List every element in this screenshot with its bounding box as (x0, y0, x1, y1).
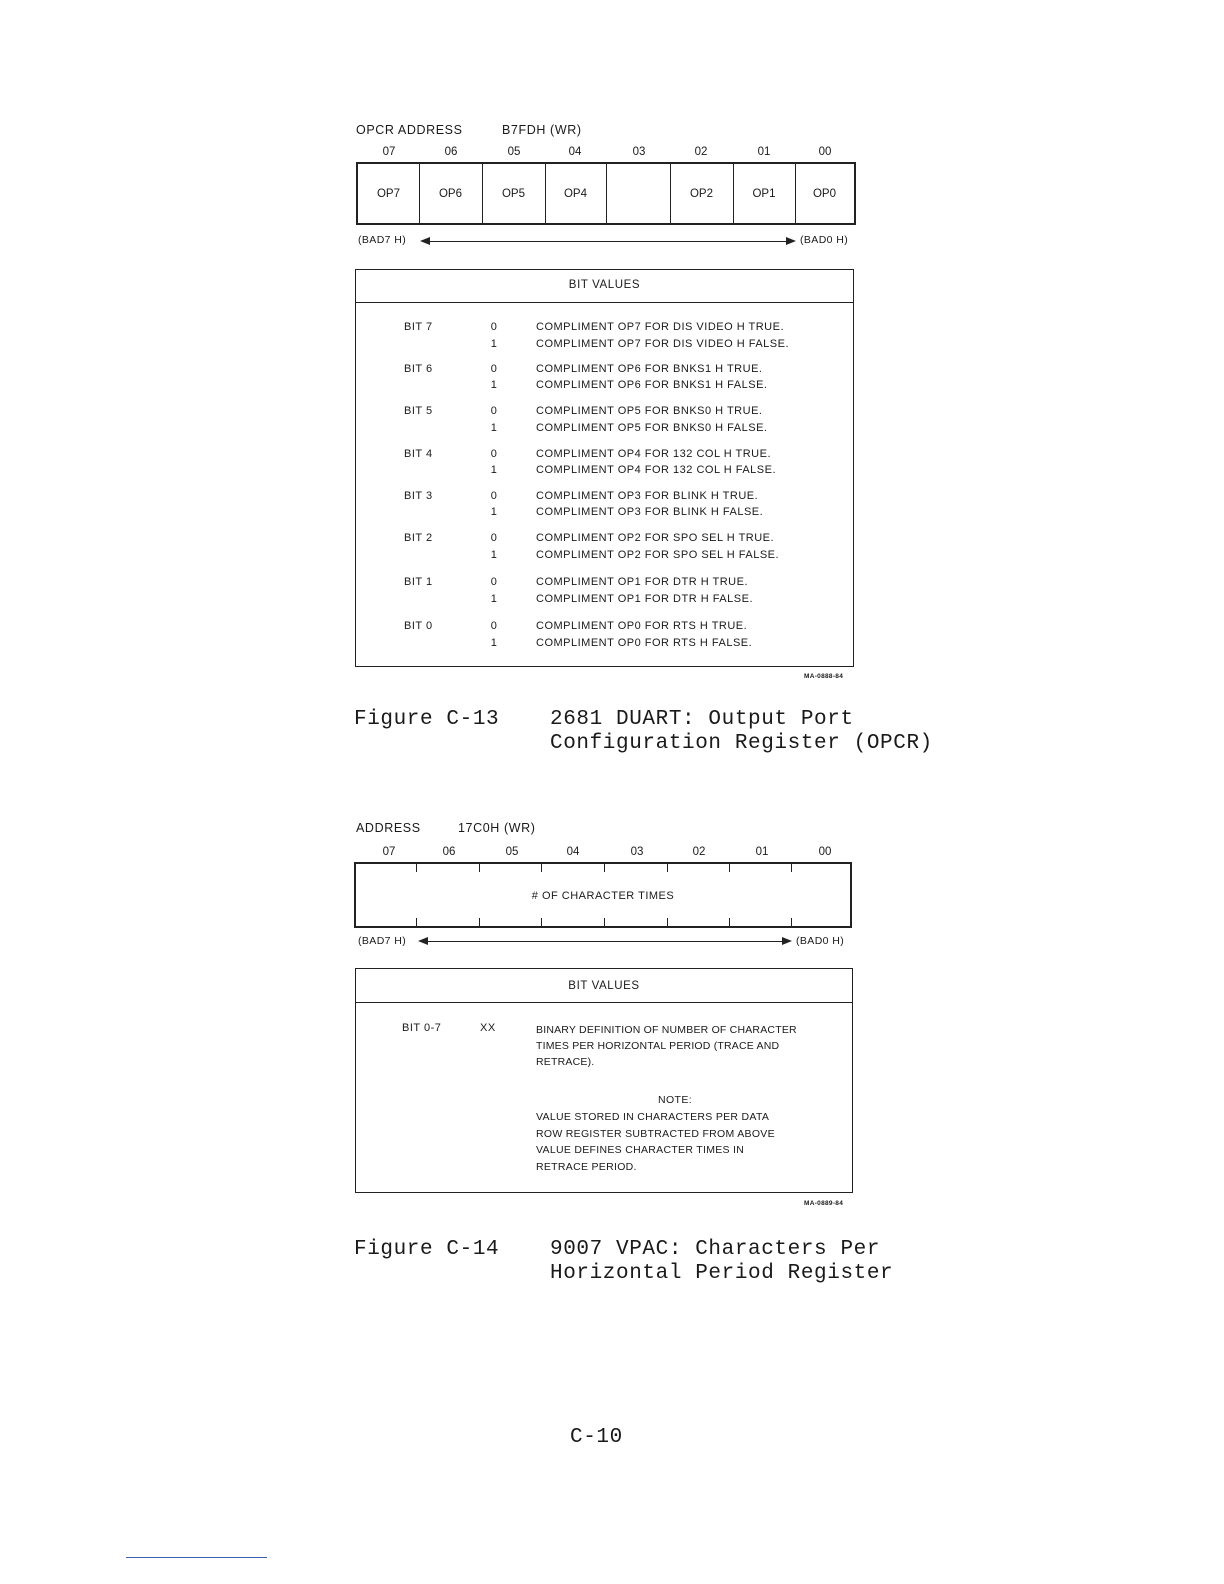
arrow-right-icon (786, 237, 796, 245)
tick-mark (604, 918, 605, 926)
tick-mark (729, 864, 730, 872)
bit-number: 01 (757, 146, 771, 158)
bit-description: COMPLIMENT OP4 FOR 132 COL H FALSE. (536, 464, 777, 476)
figure-number: Figure C-14 (354, 1238, 500, 1261)
bit-value: 1 (490, 338, 498, 350)
bit-number: 02 (694, 146, 708, 158)
bit-value: 0 (490, 490, 498, 502)
bit-description: COMPLIMENT OP1 FOR DTR H TRUE. (536, 576, 749, 588)
tick-mark (791, 918, 792, 926)
bit-number: 05 (505, 846, 519, 858)
bit-number: 01 (755, 846, 769, 858)
tick-mark (416, 918, 417, 926)
note-line: ROW REGISTER SUBTRACTED FROM ABOVE (536, 1127, 775, 1140)
bit-value: 0 (490, 321, 498, 333)
address-value: 17C0H (WR) (458, 821, 536, 835)
register-cell-op6: OP6 (419, 164, 483, 223)
bit-description (536, 1022, 797, 1070)
bit-label: BIT 6 (404, 363, 433, 375)
bit-values-title: BIT VALUES (568, 279, 641, 291)
bit-description: COMPLIMENT OP4 FOR 132 COL H TRUE. (536, 448, 772, 460)
footnote-rule (126, 1557, 267, 1558)
bit-label: BIT 2 (404, 532, 433, 544)
bit-value: 1 (490, 549, 498, 561)
page-number: C-10 (570, 1426, 623, 1449)
register-cell-op1: OP1 (733, 164, 796, 223)
right-signal-label: (BAD0 H) (800, 234, 849, 246)
register-box (356, 162, 856, 225)
tick-mark (479, 864, 480, 872)
bit-value: 0 (490, 448, 498, 460)
right-signal-label: (BAD0 H) (796, 935, 845, 947)
bit-value: 0 (490, 363, 498, 375)
arrow-line (428, 241, 788, 242)
bit-description: COMPLIMENT OP2 FOR SPO SEL H TRUE. (536, 532, 775, 544)
register-cell-op4: OP4 (545, 164, 607, 223)
field-label: # OF CHARACTER TIMES (531, 890, 675, 902)
description-line: RETRACE). (536, 1056, 595, 1068)
bit-description: COMPLIMENT OP2 FOR SPO SEL H FALSE. (536, 549, 780, 561)
bit-description: COMPLIMENT OP5 FOR BNKS0 H FALSE. (536, 422, 768, 434)
bit-number: 05 (507, 146, 521, 158)
bit-value: 1 (490, 379, 498, 391)
bit-value: 1 (490, 593, 498, 605)
bit-number: 06 (442, 846, 456, 858)
figure-caption-line2: Horizontal Period Register (550, 1262, 894, 1285)
bit-number: 02 (692, 846, 706, 858)
bit-number: 00 (818, 846, 832, 858)
bit-value: 0 (490, 620, 498, 632)
tick-mark (416, 864, 417, 872)
bit-value: 1 (490, 637, 498, 649)
tick-mark (791, 864, 792, 872)
bit-values-title: BIT VALUES (568, 980, 640, 992)
note-line: RETRACE PERIOD. (536, 1160, 637, 1173)
bit-value: 1 (490, 464, 498, 476)
left-signal-label: (BAD7 H) (358, 234, 407, 246)
register-box (354, 862, 852, 928)
bit-number: 04 (566, 846, 580, 858)
arrow-line (426, 941, 784, 942)
tick-mark (729, 918, 730, 926)
bit-number: 07 (382, 146, 396, 158)
description-line: BINARY DEFINITION OF NUMBER OF CHARACTER (536, 1024, 797, 1036)
bit-description: COMPLIMENT OP3 FOR BLINK H FALSE. (536, 506, 764, 518)
bit-value: 0 (490, 532, 498, 544)
arrow-right-icon (782, 937, 792, 945)
tick-mark (667, 864, 668, 872)
bit-label: BIT 3 (404, 490, 433, 502)
bit-description: COMPLIMENT OP6 FOR BNKS1 H TRUE. (536, 363, 763, 375)
tick-mark (541, 864, 542, 872)
address-label: OPCR ADDRESS (356, 123, 463, 137)
bit-number: 06 (444, 146, 458, 158)
bit-label: BIT 5 (404, 405, 433, 417)
divider (356, 1002, 852, 1003)
tick-mark (604, 864, 605, 872)
description-line: TIMES PER HORIZONTAL PERIOD (TRACE AND (536, 1040, 780, 1052)
bit-number: 04 (568, 146, 582, 158)
note-title: NOTE: (658, 1094, 693, 1106)
register-cell-op5: OP5 (482, 164, 546, 223)
bit-description: COMPLIMENT OP1 FOR DTR H FALSE. (536, 593, 753, 605)
bit-label: BIT 4 (404, 448, 433, 460)
note-line: VALUE STORED IN CHARACTERS PER DATA (536, 1111, 770, 1123)
tick-mark (541, 918, 542, 926)
figure-caption-line2: Configuration Register (OPCR) (550, 732, 933, 755)
bit-description: COMPLIMENT OP6 FOR BNKS1 H FALSE. (536, 379, 768, 391)
bit-description: COMPLIMENT OP0 FOR RTS H FALSE. (536, 637, 753, 649)
ma-number: MA-0888-84 (804, 673, 844, 680)
tick-mark (667, 918, 668, 926)
figure-caption-line1: 2681 DUART: Output Port (550, 708, 854, 731)
bit-label: BIT 0 (404, 620, 433, 632)
ma-number: MA-0889-84 (804, 1200, 844, 1207)
bit-description: COMPLIMENT OP0 FOR RTS H TRUE. (536, 620, 748, 632)
address-label: ADDRESS (356, 821, 421, 835)
figure-number: Figure C-13 (354, 708, 500, 731)
left-signal-label: (BAD7 H) (358, 935, 407, 947)
bit-description: COMPLIMENT OP5 FOR BNKS0 H TRUE. (536, 405, 763, 417)
bit-value: 1 (490, 422, 498, 434)
bit-value: 1 (490, 506, 498, 518)
register-cell-op0: OP0 (812, 187, 836, 200)
bit-label: BIT 7 (404, 321, 433, 333)
note-line: VALUE DEFINES CHARACTER TIMES IN (536, 1144, 745, 1156)
bit-description: COMPLIMENT OP7 FOR DIS VIDEO H TRUE. (536, 321, 785, 333)
figure-caption-line1: 9007 VPAC: Characters Per (550, 1238, 881, 1261)
bit-number: 03 (630, 846, 644, 858)
bit-number: 03 (632, 146, 646, 158)
tick-mark (479, 918, 480, 926)
address-value: B7FDH (WR) (502, 123, 582, 137)
bit-number: 00 (818, 146, 832, 158)
bit-label: BIT 1 (404, 576, 433, 588)
bit-value: 0 (490, 576, 498, 588)
note-body (536, 1109, 775, 1175)
bit-description: COMPLIMENT OP7 FOR DIS VIDEO H FALSE. (536, 338, 790, 350)
bit-value: XX (480, 1022, 496, 1034)
bit-description: COMPLIMENT OP3 FOR BLINK H TRUE. (536, 490, 759, 502)
divider (356, 302, 853, 303)
register-cell-blank (606, 164, 671, 223)
bit-label: BIT 0-7 (402, 1022, 442, 1034)
register-cell-op7: OP7 (358, 164, 420, 223)
register-cell-op2: OP2 (670, 164, 734, 223)
bit-number: 07 (382, 846, 396, 858)
bit-value: 0 (490, 405, 498, 417)
